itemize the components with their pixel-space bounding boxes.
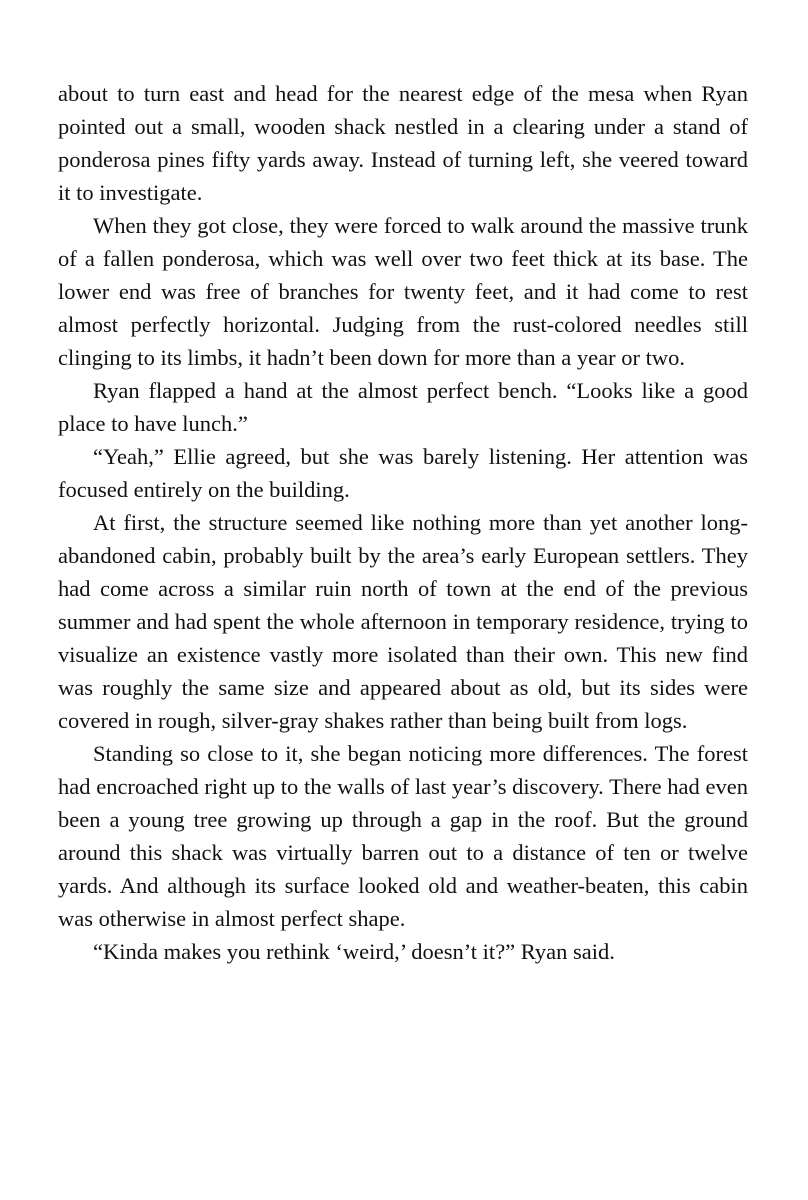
paragraph-3: Ryan flapped a hand at the almost perfect bench. “Looks like a good place to have lunch.” <box>58 378 748 436</box>
paragraph-6: Standing so close to it, she began noticing more differences. The forest had encroached right up to the walls of last year’s discovery. There had even been a young tree growing up through a gap in the roof. But the ground around this shack was virtually barren out to a distance of ten or twelve yards. And although its surface looked old and weather-beaten, this cabin was otherwise in almost perfect shape. <box>58 741 748 931</box>
paragraph-1: about to turn east and head for the nearest edge of the mesa when Ryan pointed out a small, wooden shack nestled in a clearing under a stand of ponderosa pines fifty yards away. Instead of turning left, she veered toward it to investigate. <box>58 81 748 205</box>
paragraph-5: At first, the structure seemed like nothing more than yet another long-abandoned cabin, probably built by the area’s early European settlers. They had come across a similar ruin north of town at the end of the previous summer and had spent the whole afternoon in temporary residence, trying to visualize an existence vastly more isolated than their own. This new find was roughly the same size and appeared about as old, but its sides were covered in rough, silver-gray shakes rather than being built from logs. <box>58 510 748 733</box>
book-page-text <box>58 77 748 968</box>
paragraph-7: “Kinda makes you rethink ‘weird,’ doesn’t it?” Ryan said. <box>93 939 615 964</box>
paragraph-2: When they got close, they were forced to walk around the massive trunk of a fallen ponderosa, which was well over two feet thick at its base. The lower end was free of branches for twenty feet, and it had come to rest almost perfectly horizontal. Judging from the rust-colored needles still clinging to its limbs, it hadn’t been down for more than a year or two. <box>58 213 748 370</box>
paragraph-4: “Yeah,” Ellie agreed, but she was barely listening. Her attention was focused entirely on the building. <box>58 444 748 502</box>
